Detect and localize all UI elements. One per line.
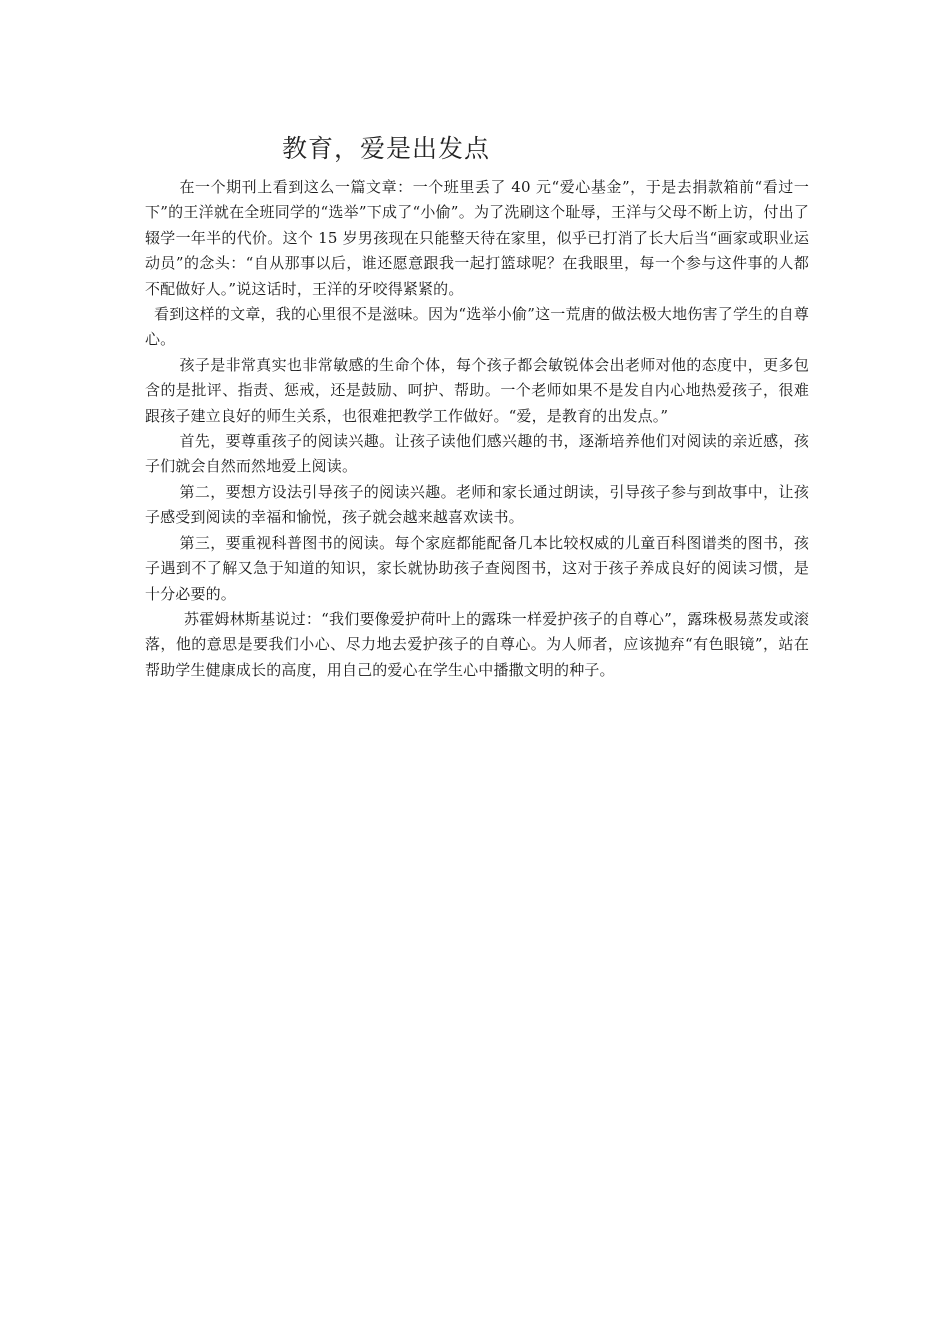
paragraph-first-point: 首先，要尊重孩子的阅读兴趣。让孩子读他们感兴趣的书，逐渐培养他们对阅读的亲近感，孩子们就会自然而然地爱上阅读。	[145, 432, 809, 476]
paragraph-intro: 在一个期刊上看到这么一篇文章：一个班里丢了 40 元“爱心基金”，于是去捐款箱前“看过一下”的王洋就在全班同学的“选举”下成了“小偷”。为了洗刷这个耻辱，王洋与父母不断上访，付出了辍学一年半的代价。这个 15 岁男孩现在只能整天待在家里，似乎已打消了长大后当“画家或职业运动员”的念头：“自从那事以后，谁还愿意跟我一起打篮球呢？在我眼里，每一个参与这件事的人都不配做好人。”说这话时，王洋的牙咬得紧紧的。	[145, 178, 809, 298]
paragraph-second-point: 第二，要想方设法引导孩子的阅读兴趣。老师和家长通过朗读，引导孩子参与到故事中，让孩子感受到阅读的幸福和愉悦，孩子就会越来越喜欢读书。	[145, 482, 809, 527]
document-body	[145, 175, 809, 683]
paragraph-conclusion: 苏霍姆林斯基说过：“我们要像爱护荷叶上的露珠一样爱护孩子的自尊心”，露珠极易蒸发或滚落，他的意思是要我们小心、尽力地去爱护孩子的自尊心。为人师者，应该抛弃“有色眼镜”，站在帮助学生健康成长的高度，用自己的爱心在学生心中播撒文明的种子。	[145, 609, 809, 679]
paragraph-third-point: 第三，要重视科普图书的阅读。每个家庭都能配备几本比较权威的儿童百科图谱类的图书，孩子遇到不了解又急于知道的知识，家长就协助孩子查阅图书，这对于孩子养成良好的阅读习惯，是十分必要的。	[145, 533, 809, 603]
paragraph-child-sensitivity: 孩子是非常真实也非常敏感的生命个体，每个孩子都会敏锐体会出老师对他的态度中，更多包含的是批评、指责、惩戒，还是鼓励、呵护、帮助。一个老师如果不是发自内心地热爱孩子，很难跟孩子建立良好的师生关系，也很难把教学工作做好。“爱，是教育的出发点。”	[145, 355, 809, 425]
paragraph-reaction: 看到这样的文章，我的心里很不是滋味。因为“选举小偷”这一荒唐的做法极大地伤害了学生的自尊心。	[145, 305, 809, 349]
document-title: 教育，爱是出发点	[282, 134, 491, 163]
